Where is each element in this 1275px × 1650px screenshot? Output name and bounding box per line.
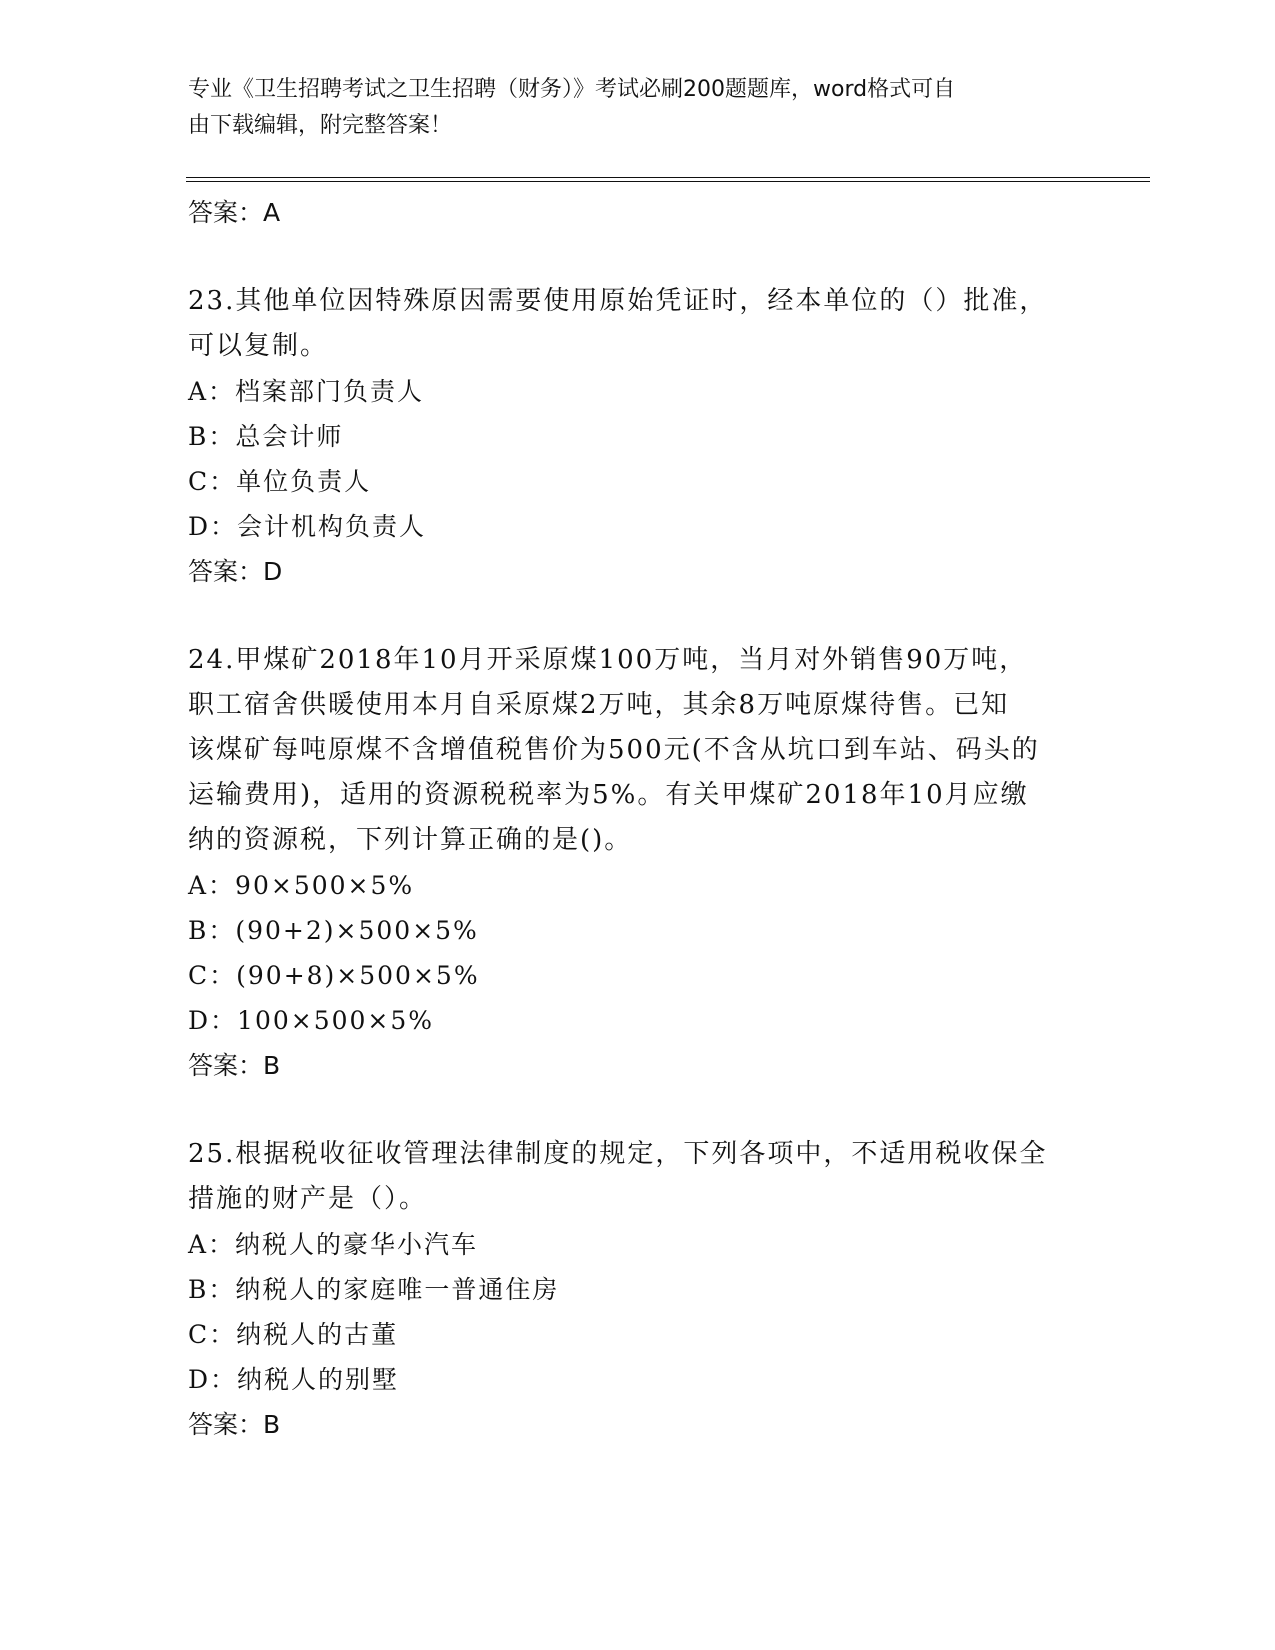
option-b: B：总会计师 <box>188 422 344 451</box>
option-d: D：100×500×5% <box>188 1006 435 1035</box>
answer-line: 答案：B <box>188 1051 281 1080</box>
question-25 <box>188 1132 1088 1402</box>
question-stem: 该煤矿每吨原煤不含增值税售价为500元(不含从坑口到车站、码头的 <box>188 735 1040 765</box>
question-stem: 25.根据税收征收管理法律制度的规定，下列各项中，不适用税收保全 <box>188 1139 1048 1169</box>
option-a: A：档案部门负责人 <box>188 377 425 406</box>
question-stem: 24.甲煤矿2018年10月开采原煤100万吨，当月对外销售90万吨， <box>188 645 1028 675</box>
option-d: D：纳税人的别墅 <box>188 1365 400 1394</box>
question-stem: 纳的资源税，下列计算正确的是()。 <box>188 825 633 855</box>
question-stem: 职工宿舍供暖使用本月自采原煤2万吨，其余8万吨原煤待售。已知 <box>188 690 1010 720</box>
answer-line: 答案：D <box>188 557 283 586</box>
option-d: D：会计机构负责人 <box>188 512 427 541</box>
option-a: A：90×500×5% <box>188 871 415 900</box>
option-b: B：(90+2)×500×5% <box>188 916 479 945</box>
option-c: C：单位负责人 <box>188 467 372 496</box>
header-line-1: 专业《卫生招聘考试之卫生招聘（财务）》考试必刷200题题库，word格式可自 <box>188 77 956 102</box>
document-body <box>188 190 1088 1448</box>
answer-line: 答案：B <box>188 1410 281 1439</box>
page-header <box>188 72 1088 144</box>
header-line-2: 由下载编辑，附完整答案！ <box>188 113 453 138</box>
option-a: A：纳税人的豪华小汽车 <box>188 1230 479 1259</box>
header-divider-double <box>186 181 1150 182</box>
header-divider <box>186 177 1150 178</box>
question-24 <box>188 638 1088 1043</box>
option-c: C：纳税人的古董 <box>188 1320 399 1349</box>
option-c: C：(90+8)×500×5% <box>188 961 480 990</box>
option-b: B：纳税人的家庭唯一普通住房 <box>188 1275 560 1304</box>
question-stem: 23.其他单位因特殊原因需要使用原始凭证时，经本单位的（）批准， <box>188 286 1048 316</box>
answer-line: 答案：A <box>188 198 281 227</box>
question-23 <box>188 279 1088 549</box>
question-stem: 措施的财产是（）。 <box>188 1184 428 1214</box>
question-stem: 可以复制。 <box>188 331 329 361</box>
question-stem: 运输费用)，适用的资源税税率为5%。有关甲煤矿2018年10月应缴 <box>188 780 1029 810</box>
